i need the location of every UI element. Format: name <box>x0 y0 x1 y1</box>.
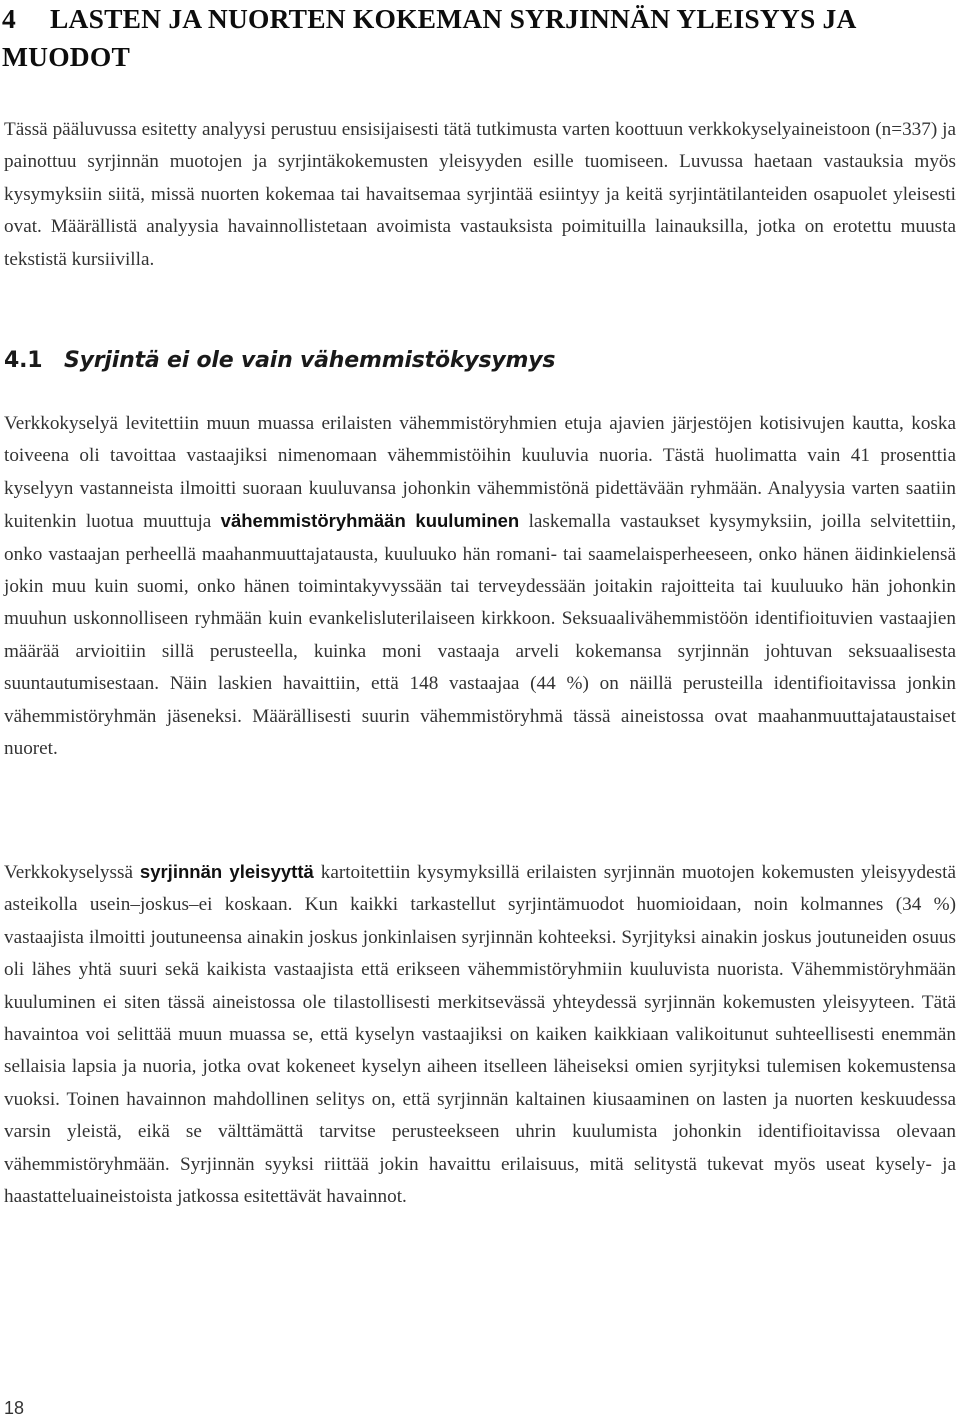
page-number: 18 <box>4 1398 25 1418</box>
chapter-title: LASTEN JA NUORTEN KOKEMAN SYRJINNÄN YLEISYYS JA MUODOT <box>2 3 856 72</box>
minority-paragraph-text-2: laskemalla vastaukset kysymyksiin, joilla selvitettiin, onko vastaajan perheellä maahanmuuttajatausta, kuuluuko hän romani- tai saamelaisperheeseen, onko hänen äidinkielensä jokin muu kuin suomi, onko hänen toimintakyvyssään tai terveydessään joitakin rajoitteita tai kuuluuko hän johonkin muuhun uskonnolliseen ryhmään kuin evankelisluterilaiseen kirkkoon. Seksuaalivähemmistöön identifioituvien vastaajien määrää arvioitiin sillä perusteella, kuinka moni vastaaja arveli kokemansa syrjinnän johtuvan seksuaalisesta suuntautumisestaan. Näin laskien havaittiin, että 148 vastaajaa (44 %) on näillä perusteilla identifioitavissa jonkin vähemmistöryhmän jäseneksi. Määrällisesti suurin vähemmistöryhmä tässä aineistossa ovat maahanmuuttajataustaiset nuoret. <box>4 511 956 760</box>
prevalence-paragraph-bold-term: syrjinnän yleisyyttä <box>139 861 314 882</box>
intro-paragraph: Tässä pääluvussa esitetty analyysi perustuu ensisijaisesti tätä tutkimusta varten koottuun verkkokyselyaineistoon (n=337) ja painottuu syrjinnän muotojen ja syrjintäkokemusten yleisyyden esille tuomiseen. Luvussa haetaan vastauksia myös kysymyksiin siitä, missä nuorten kokemaa tai havaitsemaa syrjintää esiintyy ja keitä syrjintätilanteiden osapuolet yleisesti ovat. Määrällistä analyysia havainnollistetaan avoimista vastauksista poimituilla lainauksilla, jotka on erotettu muusta tekstistä kursiivilla. <box>4 119 956 270</box>
section-number: 4.1 <box>4 348 43 373</box>
prevalence-paragraph <box>4 856 956 1213</box>
chapter-number: 4 <box>2 3 16 34</box>
minority-paragraph <box>4 408 956 765</box>
minority-paragraph-bold-term: vähemmistöryhmään kuuluminen <box>220 510 520 532</box>
minority-paragraph-text-1: Verkkokyselyä levitettiin muun muassa erilaisten vähemmistöryhmien etuja ajavien järjestöjen kotisivujen kautta, koska toiveena oli tavoittaa vastaajiksi nimenomaan vähemmistöihin kuuluvia nuoria. Tästä huolimatta vain 41 prosenttia kyselyyn vastanneista ilmoitti suoraan kuuluvansa johonkin vähemmistönä pidettävään ryhmään. Analyysia varten saatiin kuitenkin luotua muuttuja <box>4 413 956 533</box>
prevalence-paragraph-text-2: kartoitettiin kysymyksillä erilaisten syrjinnän muotojen kokemusten yleisyydestä asteikolla usein–joskus–ei koskaan. Kun kaikki tarkastellut syrjintämuodot huomioidaan, noin kolmannes (34 %) vastaajista ilmoitti joutuneensa ainakin joskus jonkinlaisen syrjinnän kohteeksi. Syrjityksi ainakin joskus joutuneiden osuus oli lähes yhtä suuri sekä kaikista vastaajista että erikseen vähemmistöryhmiin kuuluvista nuorista. Vähemmistöryhmään kuuluminen ei siten tässä aineistossa ole tilastollisesti merkitsevässä yhteydessä syrjinnän kokemusten yleisyyteen. Tätä havaintoa voi selittää muun muassa se, että kyselyn vastaajiksi on kaiken kaikkiaan valikoitunut suhteellisesti enemmän sellaisia lapsia ja nuoria, jotka ovat kokeneet kyselyn aiheen itselleen läheiseksi omien syrjityksi tulemisen kokemustensa vuoksi. Toinen havainnon mahdollinen selitys on, että syrjinnän kaltainen kiusaaminen on lasten ja nuorten keskuudessa varsin yleistä, eikä se välttämättä tarvitse perusteekseen uhrin kuulumista johonkin identifioitavissa olevaan vähemmistöryhmään. Syrjinnän syyksi riittää jokin havaittu erilaisuus, mitä selitystä tukevat myös useat kysely- ja haastatteluaineistoista jatkossa esitettävät havainnot. <box>4 862 956 1208</box>
chapter-heading <box>2 0 952 76</box>
prevalence-paragraph-text-1: Verkkokyselyssä <box>4 862 140 883</box>
section-heading <box>4 341 555 381</box>
section-title: Syrjintä ei ole vain vähemmistökysymys <box>64 348 556 373</box>
